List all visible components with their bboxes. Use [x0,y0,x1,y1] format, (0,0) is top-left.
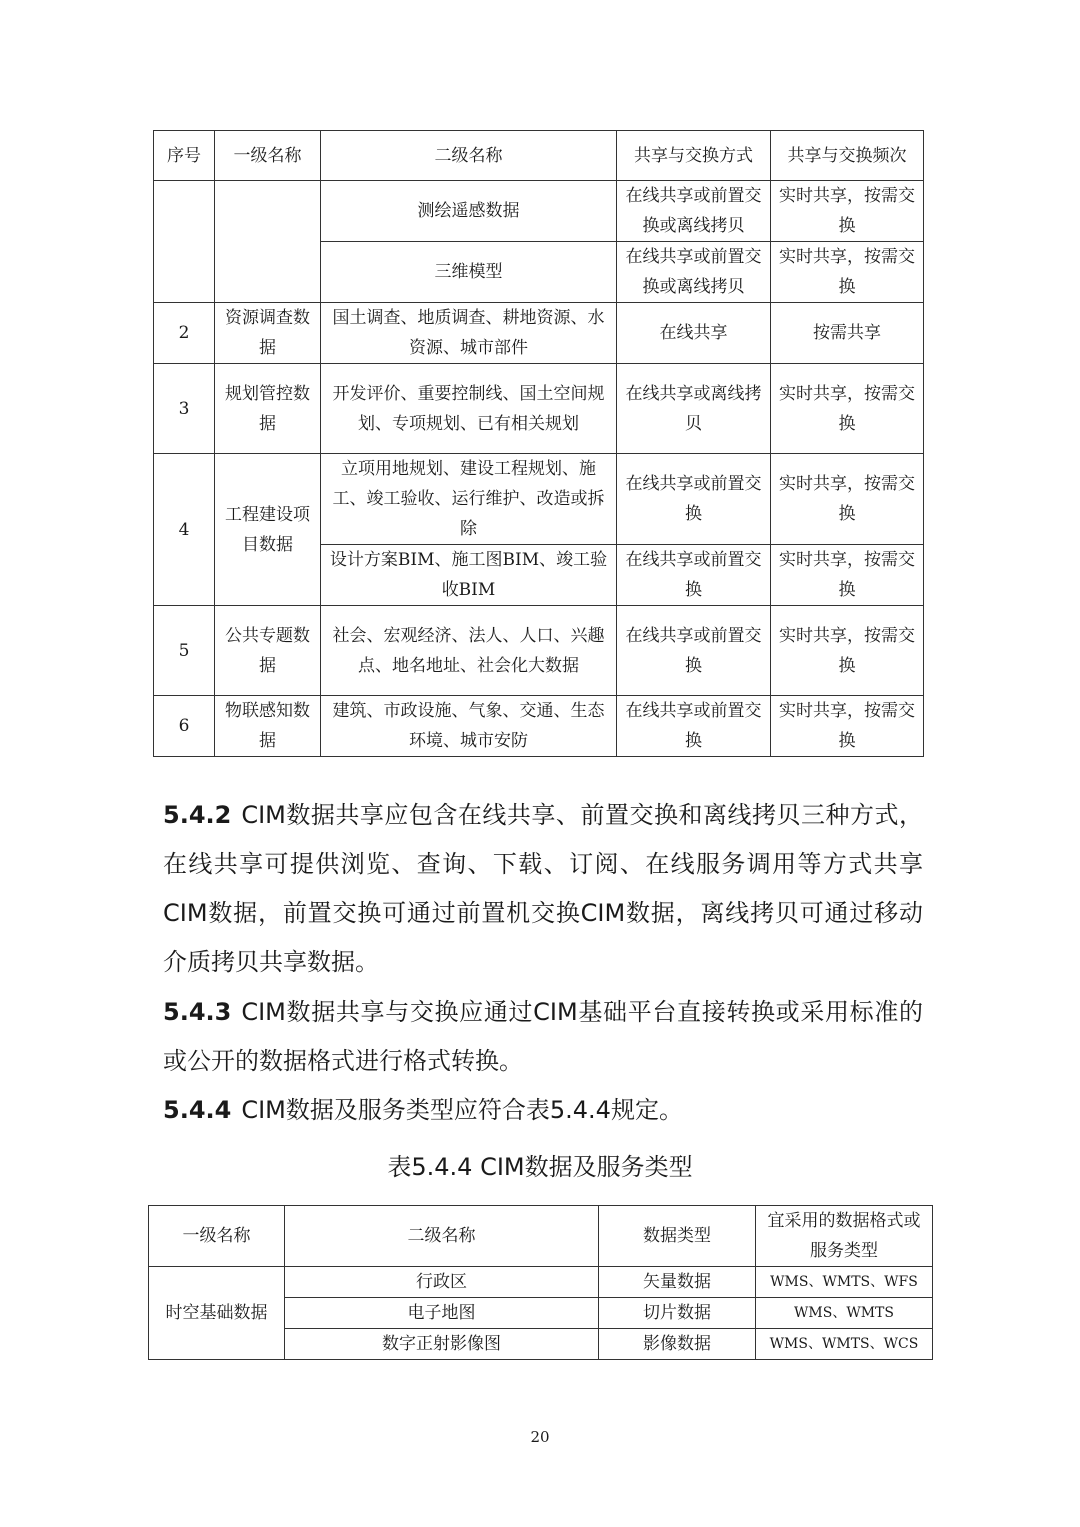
clause-text: CIM数据共享与交换应通过CIM基础平台直接转换或采用标准的或公开的数据格式进行格式转换。 [163,998,923,1075]
clause-5-4-2 [163,791,923,987]
table-header-row [154,131,924,181]
clause-text: CIM数据共享应包含在线共享、前置交换和离线拷贝三种方式，在线共享可提供浏览、查询、下载、订阅、在线服务调用等方式共享CIM数据，前置交换可通过前置机交换CIM数据，离线拷贝可通过移动介质拷贝共享数据。 [163,801,923,976]
serial-cell: 2 [154,303,215,364]
clause-number: 5.4.2 [163,801,232,829]
second-level-cell: 社会、宏观经济、法人、人口、兴趣点、地名地址、社会化大数据 [321,606,617,696]
share-frequency-cell: 按需共享 [771,303,924,364]
table-row [154,696,924,757]
clause-5-4-4 [163,1086,923,1135]
share-mode-cell: 在线共享或前置交换 [617,545,771,606]
second-level-cell: 国土调查、地质调查、耕地资源、水资源、城市部件 [321,303,617,364]
table-row [154,181,924,242]
first-level-cell: 公共专题数据 [215,606,321,696]
data-sharing-table [153,130,924,757]
clause-number: 5.4.4 [163,1096,232,1124]
second-level-cell: 电子地图 [285,1298,599,1329]
header-share-frequency: 共享与交换频次 [771,131,924,181]
share-mode-cell: 在线共享或离线拷贝 [617,364,771,454]
clause-text: CIM数据及服务类型应符合表5.4.4规定。 [241,1096,683,1124]
share-mode-cell: 在线共享或前置交换或离线拷贝 [617,181,771,242]
table-row [154,364,924,454]
header-format: 宜采用的数据格式或服务类型 [756,1206,933,1267]
page-number: 20 [530,1428,550,1446]
share-mode-cell: 在线共享 [617,303,771,364]
table-row [154,606,924,696]
header-second-level: 二级名称 [321,131,617,181]
share-frequency-cell: 实时共享，按需交换 [771,364,924,454]
serial-cell: 4 [154,454,215,606]
format-cell: WMS、WMTS、WFS [756,1267,933,1298]
header-serial: 序号 [154,131,215,181]
format-cell: WMS、WMTS [756,1298,933,1329]
data-service-type-table [148,1205,933,1360]
data-type-cell: 影像数据 [599,1329,756,1360]
second-level-cell: 三维模型 [321,242,617,303]
first-level-cell: 规划管控数据 [215,364,321,454]
table-row [154,454,924,545]
clause-number: 5.4.3 [163,998,232,1026]
format-cell: WMS、WMTS、WCS [756,1329,933,1360]
table-row [154,303,924,364]
header-data-type: 数据类型 [599,1206,756,1267]
header-second-level: 二级名称 [285,1206,599,1267]
first-level-cell: 工程建设项目数据 [215,454,321,606]
serial-cell: 5 [154,606,215,696]
first-level-cell [215,181,321,303]
first-level-cell: 物联感知数据 [215,696,321,757]
data-type-cell: 矢量数据 [599,1267,756,1298]
second-level-cell: 开发评价、重要控制线、国土空间规划、专项规划、已有相关规划 [321,364,617,454]
second-level-cell: 立项用地规划、建设工程规划、施工、竣工验收、运行维护、改造或拆除 [321,454,617,545]
share-frequency-cell: 实时共享，按需交换 [771,696,924,757]
share-mode-cell: 在线共享或前置交换 [617,606,771,696]
share-frequency-cell: 实时共享，按需交换 [771,545,924,606]
second-level-cell: 数字正射影像图 [285,1329,599,1360]
data-type-cell: 切片数据 [599,1298,756,1329]
share-frequency-cell: 实时共享，按需交换 [771,606,924,696]
header-share-mode: 共享与交换方式 [617,131,771,181]
serial-cell: 6 [154,696,215,757]
serial-cell: 3 [154,364,215,454]
second-level-cell: 建筑、市政设施、气象、交通、生态环境、城市安防 [321,696,617,757]
second-level-cell: 设计方案BIM、施工图BIM、竣工验收BIM [321,545,617,606]
table-row [149,1267,933,1298]
header-first-level: 一级名称 [215,131,321,181]
table-title: 表5.4.4 CIM数据及服务类型 [387,1153,693,1181]
share-mode-cell: 在线共享或前置交换 [617,696,771,757]
clause-5-4-3 [163,988,923,1086]
share-mode-cell: 在线共享或前置交换 [617,454,771,545]
table-header-row [149,1206,933,1267]
second-level-cell: 测绘遥感数据 [321,181,617,242]
share-frequency-cell: 实时共享，按需交换 [771,242,924,303]
share-frequency-cell: 实时共享，按需交换 [771,454,924,545]
first-level-cell: 时空基础数据 [149,1267,285,1360]
first-level-cell: 资源调查数据 [215,303,321,364]
share-frequency-cell: 实时共享，按需交换 [771,181,924,242]
share-mode-cell: 在线共享或前置交换或离线拷贝 [617,242,771,303]
serial-cell [154,181,215,303]
second-level-cell: 行政区 [285,1267,599,1298]
header-first-level: 一级名称 [149,1206,285,1267]
